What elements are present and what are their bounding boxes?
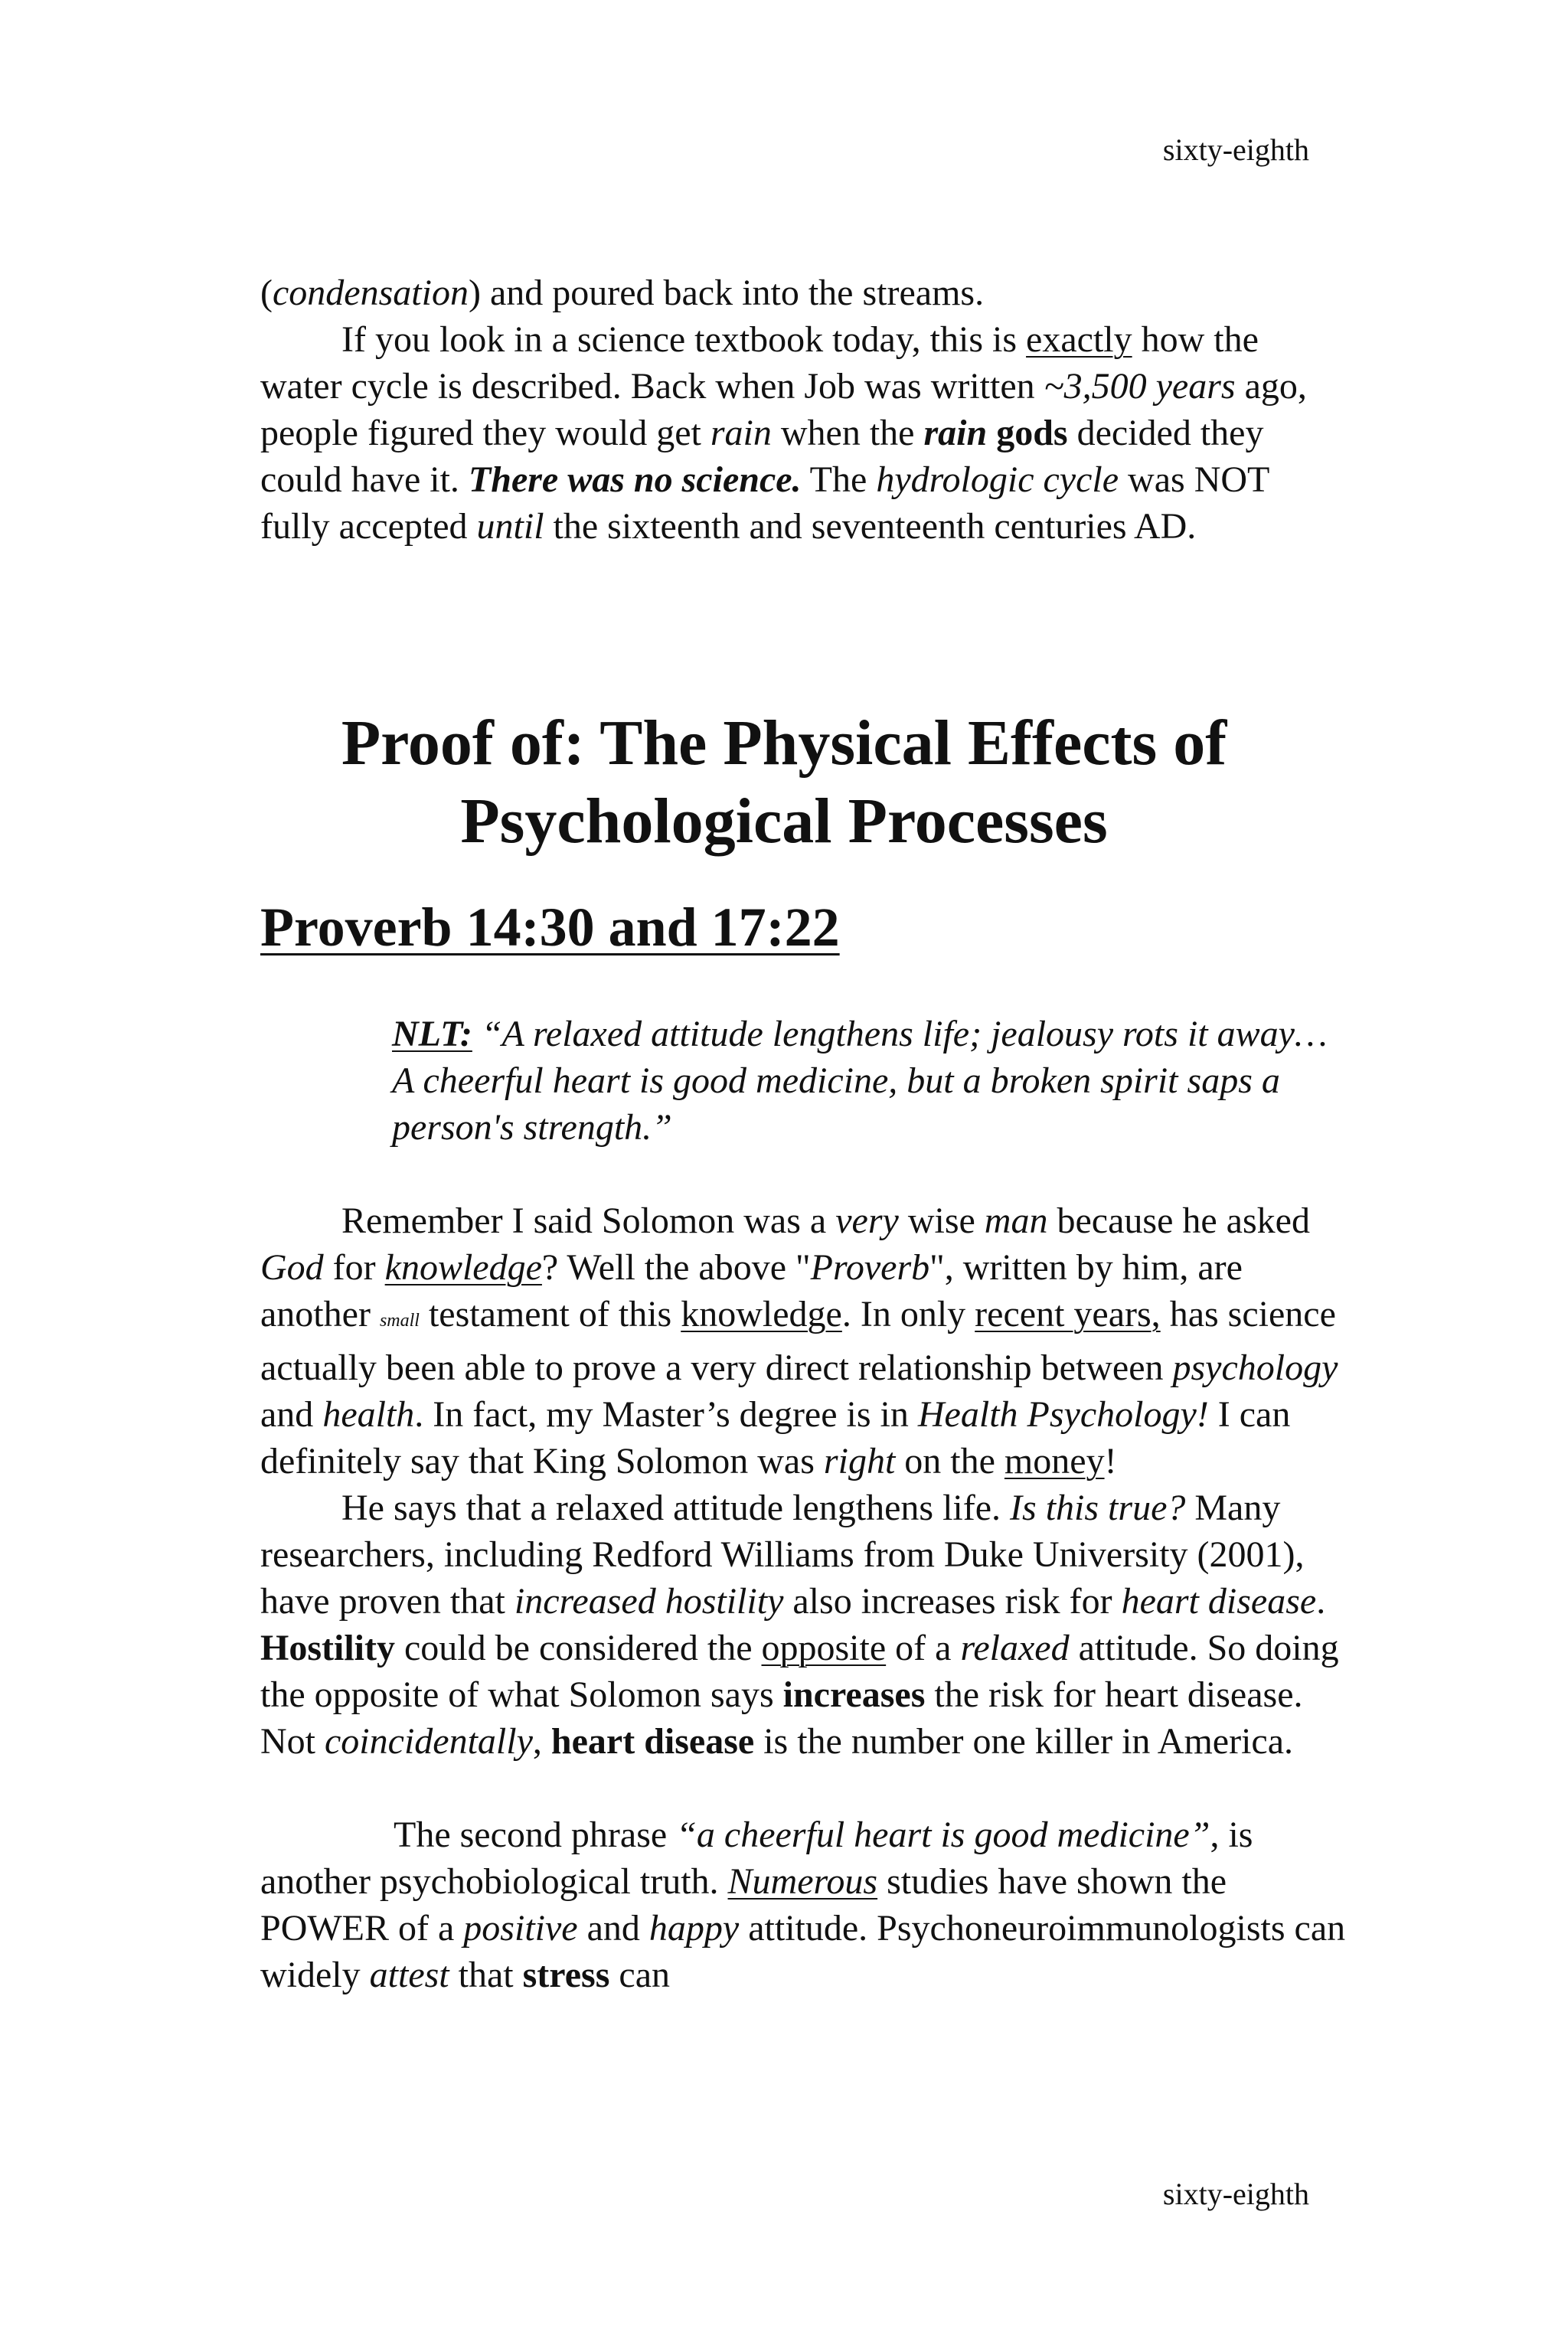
text-span: that [449, 1955, 523, 1995]
text-span: If you look in a science textbook today, this is [341, 319, 1027, 360]
text-span: has science actually been able to prove a very direct relationship between [260, 1294, 1336, 1388]
bold-italic-rain: rain [923, 413, 988, 453]
underlined-money: money [1004, 1441, 1105, 1481]
text-span: I can definitely say that King Solomon was [260, 1394, 1291, 1481]
text-span: how the water cycle is described. Back when Job was written [260, 319, 1259, 407]
main-text-block [260, 1197, 1348, 1998]
text-span: ) and poured back into the streams. [468, 273, 985, 313]
italic-happy: happy [648, 1908, 740, 1949]
text-span: is the number one killer in America. [754, 1721, 1294, 1762]
text-span: for [323, 1247, 385, 1288]
italic-man: man [984, 1200, 1048, 1241]
italic-condensation: condensation [272, 273, 469, 313]
italic-coincidentally: coincidentally [325, 1721, 533, 1762]
section-subtitle: Proverb 14:30 and 17:22 [260, 897, 840, 958]
italic-positive: positive [463, 1908, 578, 1949]
text-span: testament of this [419, 1294, 681, 1334]
text-span: also increases risk for [783, 1581, 1122, 1622]
text-span: . [1316, 1581, 1326, 1622]
text-span: ? Well the above " [541, 1247, 811, 1288]
italic-until: until [476, 506, 544, 547]
text-span: attitude. So doing the opposite of what Solomon says [260, 1628, 1339, 1715]
bold-hostility: Hostility [260, 1628, 395, 1668]
underlined-exactly: exactly [1026, 319, 1132, 360]
italic-relaxed: relaxed [960, 1628, 1070, 1668]
text-span: attitude. Psychoneuroimmunologists can widely [260, 1908, 1346, 1995]
text-span: ( [260, 273, 273, 313]
text-span: the risk for heart disease. Not [260, 1674, 1303, 1762]
italic-very: very [835, 1200, 899, 1241]
underlined-knowledge: knowledge [681, 1294, 842, 1334]
text-span: Many researchers, including Redford Williams from Duke University (2001), have proven that [260, 1488, 1305, 1622]
paragraph-solomon [260, 1197, 1348, 1485]
section-title: Proof of: The Physical Effects of Psychological Processes [341, 707, 1227, 857]
underlined-opposite: opposite [761, 1628, 887, 1668]
text-span: ! [1104, 1441, 1117, 1481]
bold-increases: increases [782, 1674, 926, 1715]
quote-text: “A relaxed attitude lengthens life; jealousy rots it away…A cheerful heart is good medicine, but a broken spirit saps a person's strength.” [392, 1014, 1328, 1148]
top-text-block [260, 270, 1348, 550]
text-span: , [532, 1721, 551, 1762]
text-span: . In fact, my Master’s degree is in [414, 1394, 918, 1435]
text-span: ago, people figured they would get [260, 366, 1307, 453]
paragraph-condensation [260, 270, 1348, 316]
italic-underlined-numerous: Numerous [727, 1861, 878, 1902]
italic-proverb: Proverb [810, 1247, 930, 1288]
italic-increased-hostility: increased hostility [514, 1581, 784, 1622]
paragraph-relaxed-attitude [260, 1485, 1348, 1765]
paragraph-cheerful-heart [260, 1811, 1348, 1998]
italic-psychology: psychology [1172, 1348, 1338, 1388]
italic-hydrologic: hydrologic cycle [876, 459, 1119, 500]
bold-italic-no-science: There was no science. [468, 459, 802, 500]
text-span: The second phrase [394, 1815, 677, 1855]
text-span: . In only [841, 1294, 975, 1334]
italic-health-psychology: Health Psychology! [917, 1394, 1209, 1435]
page-footer-label: sixty-eighth [1162, 2177, 1309, 2211]
text-span: could be considered the [395, 1628, 762, 1668]
italic-god: God [260, 1247, 324, 1288]
text-span: decided they could have it. [260, 413, 1264, 500]
text-span: when the [771, 413, 924, 453]
italic-right: right [823, 1441, 896, 1481]
bold-heart-disease: heart disease [550, 1721, 755, 1762]
text-span: because he asked [1047, 1200, 1310, 1241]
italic-cheerful-heart: “a cheerful heart is good medicine” [676, 1815, 1210, 1855]
italic-is-this-true: Is this true? [1010, 1488, 1186, 1528]
text-span: and [260, 1394, 323, 1435]
bold-stress: stress [522, 1955, 610, 1995]
text-span: was NOT fully accepted [260, 459, 1269, 547]
page-header-label: sixty-eighth [1162, 132, 1309, 167]
underlined-recent-years: recent years, [975, 1294, 1161, 1334]
text-span: ", written by him, are another [260, 1247, 1243, 1334]
italic-years: ~3,500 years [1044, 366, 1236, 407]
tiny-small: small [379, 1311, 420, 1331]
text-span: studies have shown the POWER of a [260, 1861, 1227, 1949]
text-span [987, 413, 996, 453]
italic-heart-disease: heart disease [1121, 1581, 1317, 1622]
bold-gods: gods [996, 413, 1068, 453]
text-span: can [609, 1955, 670, 1995]
text-span: of a [886, 1628, 961, 1668]
text-span: and [577, 1908, 649, 1949]
bible-quote [392, 1011, 1341, 1151]
text-span: He says that a relaxed attitude lengthens life. [341, 1488, 1011, 1528]
text-span: The [801, 459, 877, 500]
italic-underlined-knowledge: knowledge [384, 1247, 542, 1288]
italic-health: health [322, 1394, 415, 1435]
text-span: the sixteenth and seventeenth centuries AD. [544, 506, 1197, 547]
text-span: , is another psychobiological truth. [260, 1815, 1253, 1902]
text-span: on the [895, 1441, 1004, 1481]
text-span: wise [898, 1200, 985, 1241]
italic-attest: attest [369, 1955, 449, 1995]
quote-label: NLT: [392, 1014, 472, 1054]
text-span: Remember I said Solomon was a [341, 1200, 836, 1241]
paragraph-water-cycle [260, 316, 1348, 550]
italic-rain: rain [710, 413, 772, 453]
